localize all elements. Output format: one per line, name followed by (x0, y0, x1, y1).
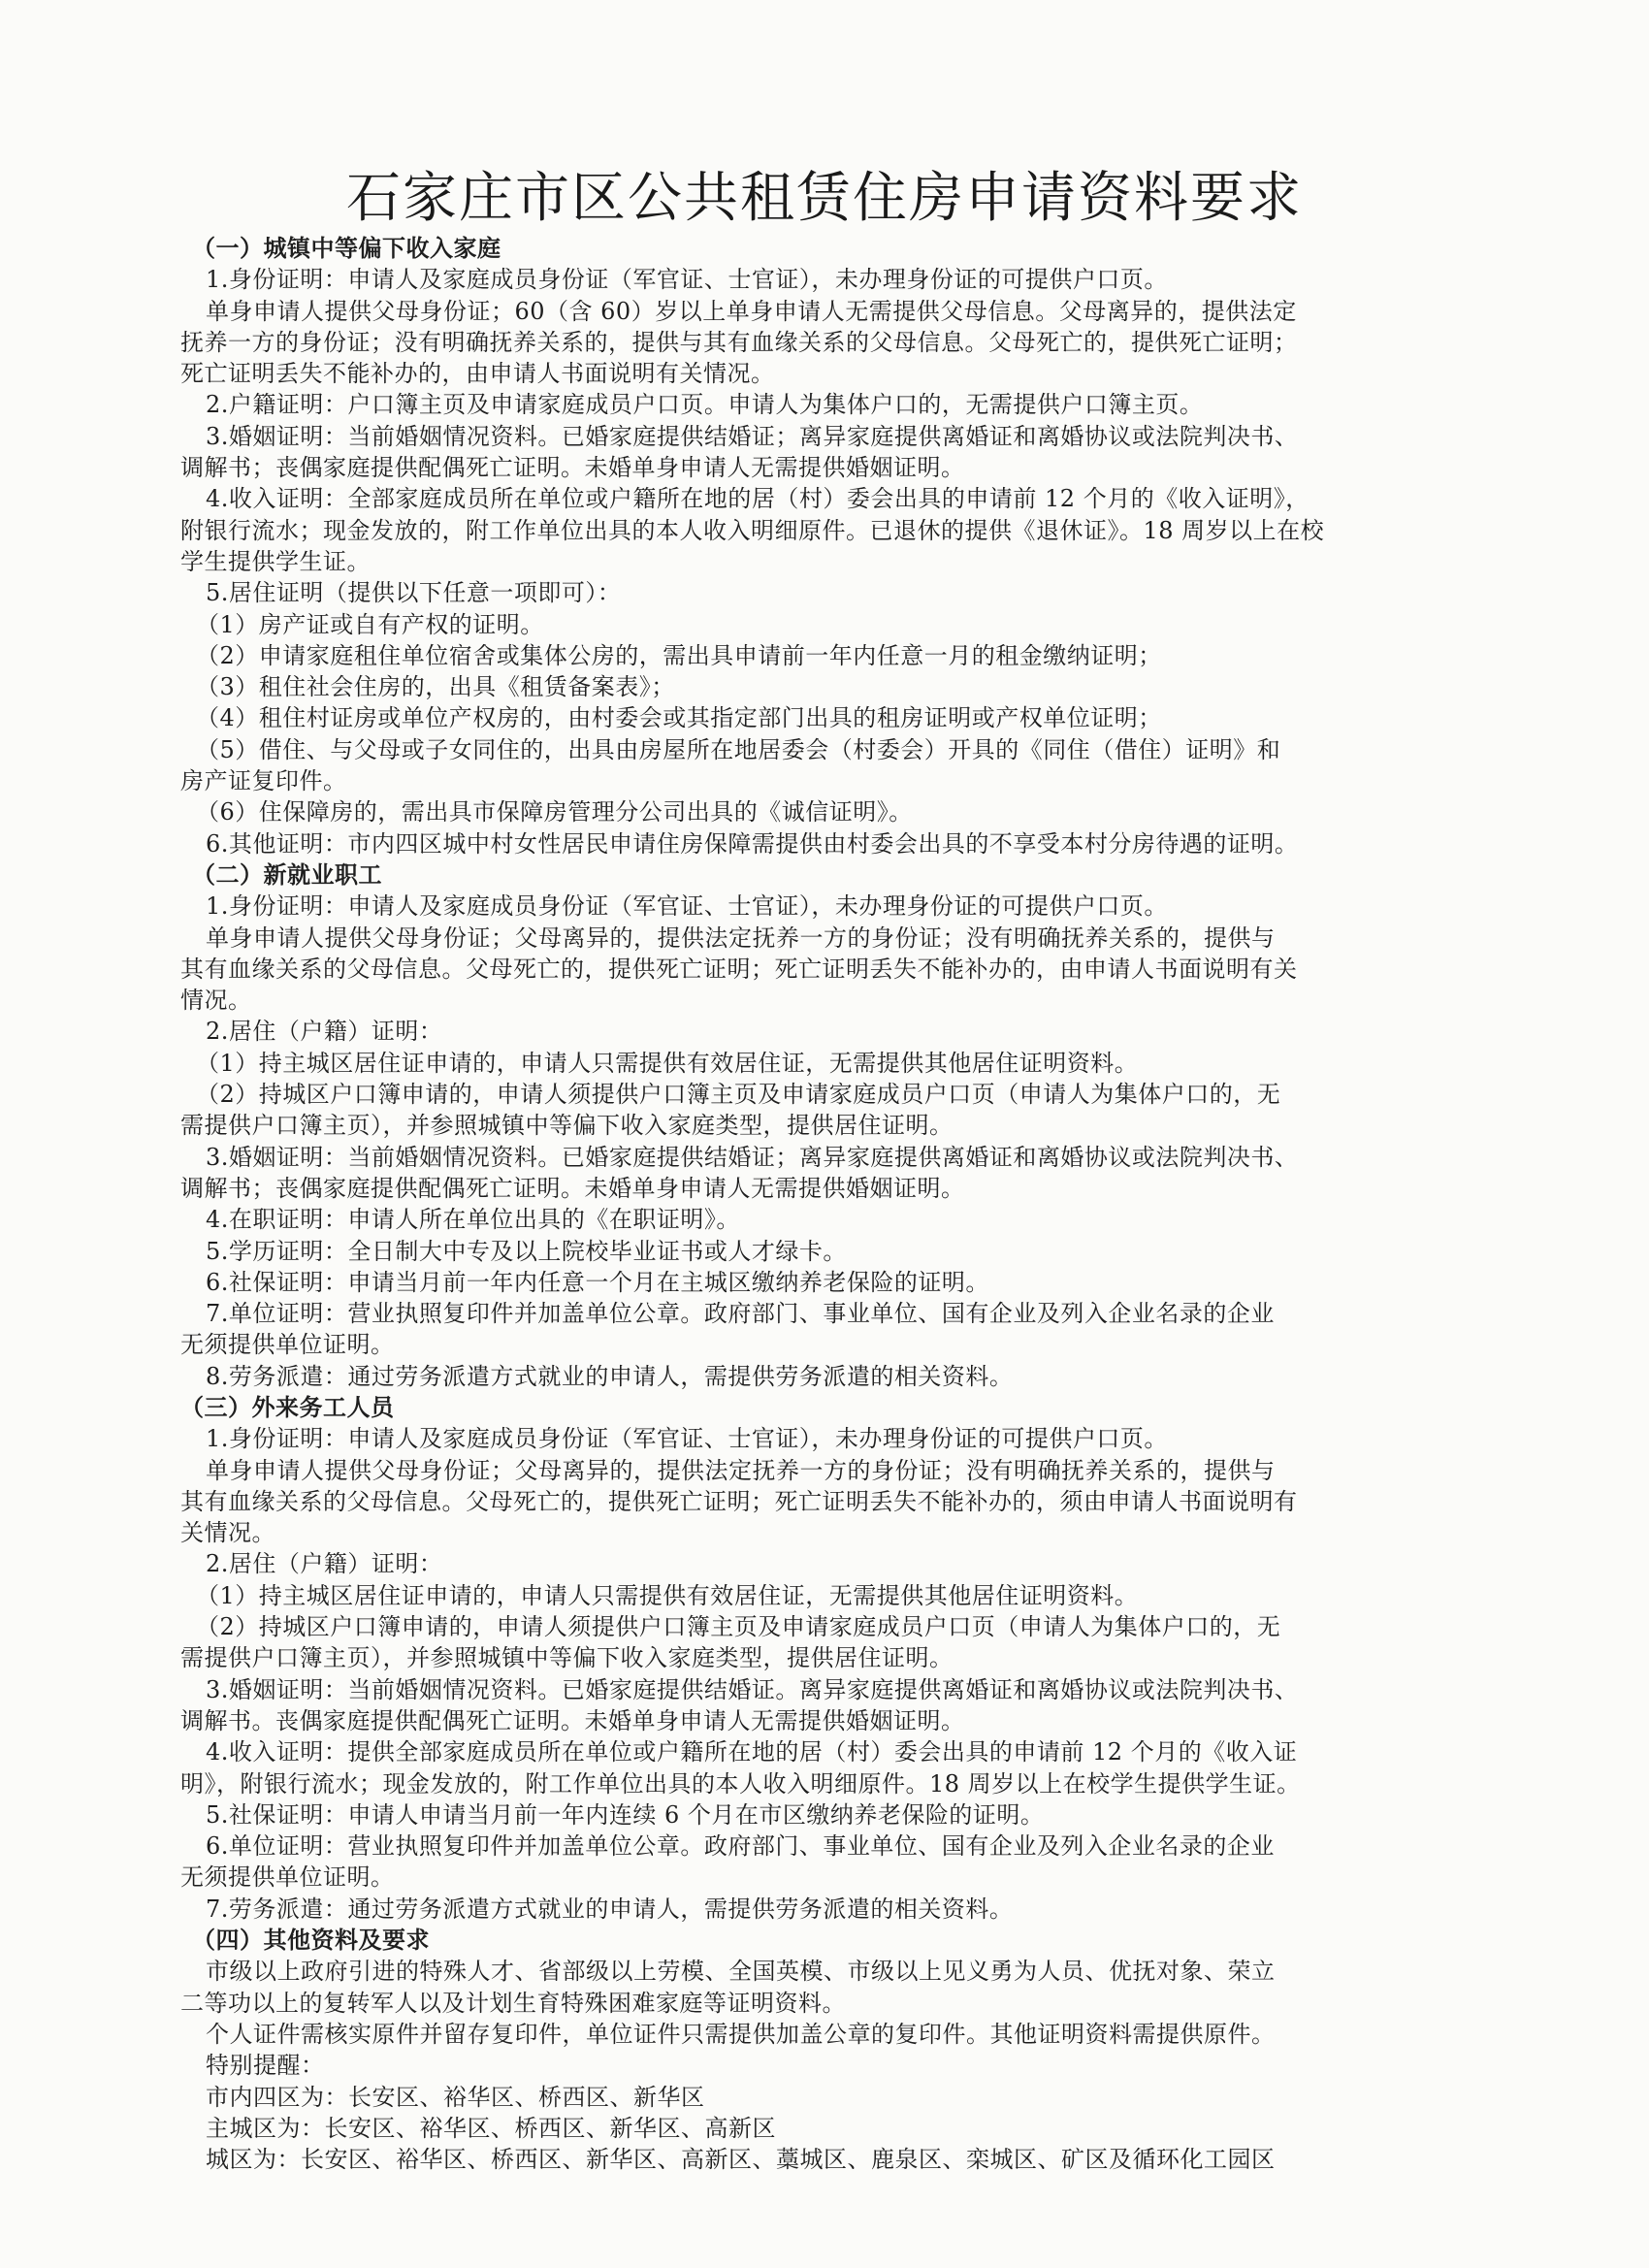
text-line: 单身申请人提供父母身份证；父母离异的，提供法定抚养一方的身份证；没有明确抚养关系的，提供与 (206, 923, 1276, 952)
text-line: 1.身份证明：申请人及家庭成员身份证（军官证、士官证），未办理身份证的可提供户口页。 (206, 892, 1168, 921)
text-line: （6）住保障房的，需出具市保障房管理分公司出具的《诚信证明》。 (196, 798, 913, 826)
text-line: （5）借住、与父母或子女同住的，出具由房屋所在地居委会（村委会）开具的《同住（借住）证明》和 (196, 735, 1281, 763)
text-line: （3）租住社会住房的，出具《租赁备案表》； (196, 673, 675, 701)
section-heading: （二）新就业职工 (192, 860, 382, 889)
document-body (180, 233, 1500, 2175)
text-line: 3.婚姻证明：当前婚姻情况资料。已婚家庭提供结婚证。离异家庭提供离婚证和离婚协议或法院判决书、 (206, 1675, 1299, 1703)
text-line: 房产证复印件。 (180, 767, 347, 795)
text-line: 7.劳务派遣：通过劳务派遣方式就业的申请人，需提供劳务派遣的相关资料。 (206, 1895, 1014, 1923)
text-line: 城区为：长安区、裕华区、桥西区、新华区、高新区、藁城区、鹿泉区、栾城区、矿区及循环化工园区 (206, 2146, 1276, 2174)
text-line: 4.在职证明：申请人所在单位出具的《在职证明》。 (206, 1206, 740, 1234)
text-line: 个人证件需核实原件并留存复印件，单位证件只需提供加盖公章的复印件。其他证明资料需提供原件。 (206, 2020, 1276, 2048)
text-line: 调解书；丧偶家庭提供配偶死亡证明。未婚单身申请人无需提供婚姻证明。 (180, 454, 965, 482)
text-line: 无须提供单位证明。 (180, 1863, 395, 1892)
text-line: 市内四区为：长安区、裕华区、桥西区、新华区 (206, 2083, 705, 2111)
text-line: 附银行流水；现金发放的，附工作单位出具的本人收入明细原件。已退休的提供《退休证》。18 周岁以上在校 (180, 516, 1325, 544)
text-line: （2）持城区户口簿申请的，申请人须提供户口簿主页及申请家庭成员户口页（申请人为集体户口的，无 (196, 1613, 1281, 1641)
text-line: 明》，附银行流水；现金发放的，附工作单位出具的本人收入明细原件。18 周岁以上在校学生提供学生证。 (180, 1769, 1301, 1798)
text-line: 需提供户口簿主页），并参照城镇中等偏下收入家庭类型，提供居住证明。 (180, 1112, 954, 1140)
text-line: （2）持城区户口簿申请的，申请人须提供户口簿主页及申请家庭成员户口页（申请人为集体户口的，无 (196, 1081, 1281, 1109)
section-heading: （四）其他资料及要求 (192, 1927, 430, 1955)
text-line: 学生提供学生证。 (180, 547, 371, 575)
text-line: 8.劳务派遣：通过劳务派遣方式就业的申请人，需提供劳务派遣的相关资料。 (206, 1362, 1014, 1390)
text-line: 需提供户口簿主页），并参照城镇中等偏下收入家庭类型，提供居住证明。 (180, 1644, 954, 1672)
text-line: 无须提供单位证明。 (180, 1331, 395, 1359)
text-line: 3.婚姻证明：当前婚姻情况资料。已婚家庭提供结婚证；离异家庭提供离婚证和离婚协议或法院判决书、 (206, 422, 1299, 450)
text-line: 市级以上政府引进的特殊人才、省部级以上劳模、全国英模、市级以上见义勇为人员、优抚对象、荣立 (206, 1958, 1276, 1986)
text-line: 单身申请人提供父母身份证；父母离异的，提供法定抚养一方的身份证；没有明确抚养关系的，提供与 (206, 1456, 1276, 1484)
text-line: 4.收入证明：提供全部家庭成员所在单位或户籍所在地的居（村）委会出具的申请前 12 个月的《收入证 (206, 1738, 1298, 1766)
text-line: 单身申请人提供父母身份证；60（含 60）岁以上单身申请人无需提供父母信息。父母离异的，提供法定 (206, 297, 1297, 325)
text-line: （1）持主城区居住证申请的，申请人只需提供有效居住证，无需提供其他居住证明资料。 (196, 1581, 1139, 1609)
text-line: （2）申请家庭租住单位宿舍或集体公房的，需出具申请前一年内任意一月的租金缴纳证明； (196, 641, 1162, 669)
document-title: 石家庄市区公共租赁住房申请资料要求 (346, 167, 1303, 230)
text-line: （1）房产证或自有产权的证明。 (196, 610, 544, 638)
text-line: （4）租住村证房或单位产权房的，由村委会或其指定部门出具的租房证明或产权单位证明； (196, 704, 1162, 732)
text-line: 特别提醒： (206, 2052, 325, 2080)
text-line: 6.单位证明：营业执照复印件并加盖单位公章。政府部门、事业单位、国有企业及列入企业名录的企业 (206, 1832, 1275, 1861)
text-line: 死亡证明丢失不能补办的，由申请人书面说明有关情况。 (180, 360, 775, 388)
text-line: 6.社保证明：申请当月前一年内任意一个月在主城区缴纳养老保险的证明。 (206, 1268, 989, 1296)
text-line: 4.收入证明：全部家庭成员所在单位或户籍所在地的居（村）委会出具的申请前 12 个月的《收入证明》， (206, 485, 1310, 513)
text-line: 二等功以上的复转军人以及计划生育特殊困难家庭等证明资料。 (180, 1989, 846, 2017)
text-line: 调解书；丧偶家庭提供配偶死亡证明。未婚单身申请人无需提供婚姻证明。 (180, 1174, 965, 1202)
text-line: 3.婚姻证明：当前婚姻情况资料。已婚家庭提供结婚证；离异家庭提供离婚证和离婚协议或法院判决书、 (206, 1143, 1299, 1171)
text-line: 其有血缘关系的父母信息。父母死亡的，提供死亡证明；死亡证明丢失不能补办的，由申请人书面说明有关 (180, 955, 1298, 983)
text-line: 1.身份证明：申请人及家庭成员身份证（军官证、士官证），未办理身份证的可提供户口页。 (206, 266, 1168, 294)
text-line: 主城区为：长安区、裕华区、桥西区、新华区、高新区 (206, 2114, 776, 2142)
text-line: 抚养一方的身份证；没有明确抚养关系的，提供与其有血缘关系的父母信息。父母死亡的，提供死亡证明； (180, 328, 1298, 356)
text-line: 7.单位证明：营业执照复印件并加盖单位公章。政府部门、事业单位、国有企业及列入企业名录的企业 (206, 1300, 1275, 1328)
text-line: 关情况。 (180, 1519, 275, 1547)
section-heading: （一）城镇中等偏下收入家庭 (192, 235, 501, 262)
text-line: 1.身份证明：申请人及家庭成员身份证（军官证、士官证），未办理身份证的可提供户口页。 (206, 1425, 1168, 1453)
text-line: （1）持主城区居住证申请的，申请人只需提供有效居住证，无需提供其他居住证明资料。 (196, 1049, 1139, 1077)
text-line: 6.其他证明：市内四区城中村女性居民申请住房保障需提供由村委会出具的不享受本村分房待遇的证明。 (206, 829, 1299, 858)
section-heading: （三）外来务工人员 (180, 1393, 395, 1421)
text-line: 2.居住（户籍）证明： (206, 1018, 443, 1046)
text-line: 2.户籍证明：户口簿主页及申请家庭成员户口页。申请人为集体户口的，无需提供户口簿主页。 (206, 391, 1204, 419)
text-line: 5.学历证明：全日制大中专及以上院校毕业证书或人才绿卡。 (206, 1237, 847, 1265)
text-line: 情况。 (180, 987, 252, 1015)
text-line: 其有血缘关系的父母信息。父母死亡的，提供死亡证明；死亡证明丢失不能补办的，须由申请人书面说明有 (180, 1487, 1298, 1515)
text-line: 2.居住（户籍）证明： (206, 1550, 443, 1578)
text-line: 调解书。丧偶家庭提供配偶死亡证明。未婚单身申请人无需提供婚姻证明。 (180, 1706, 965, 1734)
text-line: 5.居住证明（提供以下任意一项即可）： (206, 579, 622, 607)
text-line: 5.社保证明：申请人申请当月前一年内连续 6 个月在市区缴纳养老保险的证明。 (206, 1800, 1045, 1829)
